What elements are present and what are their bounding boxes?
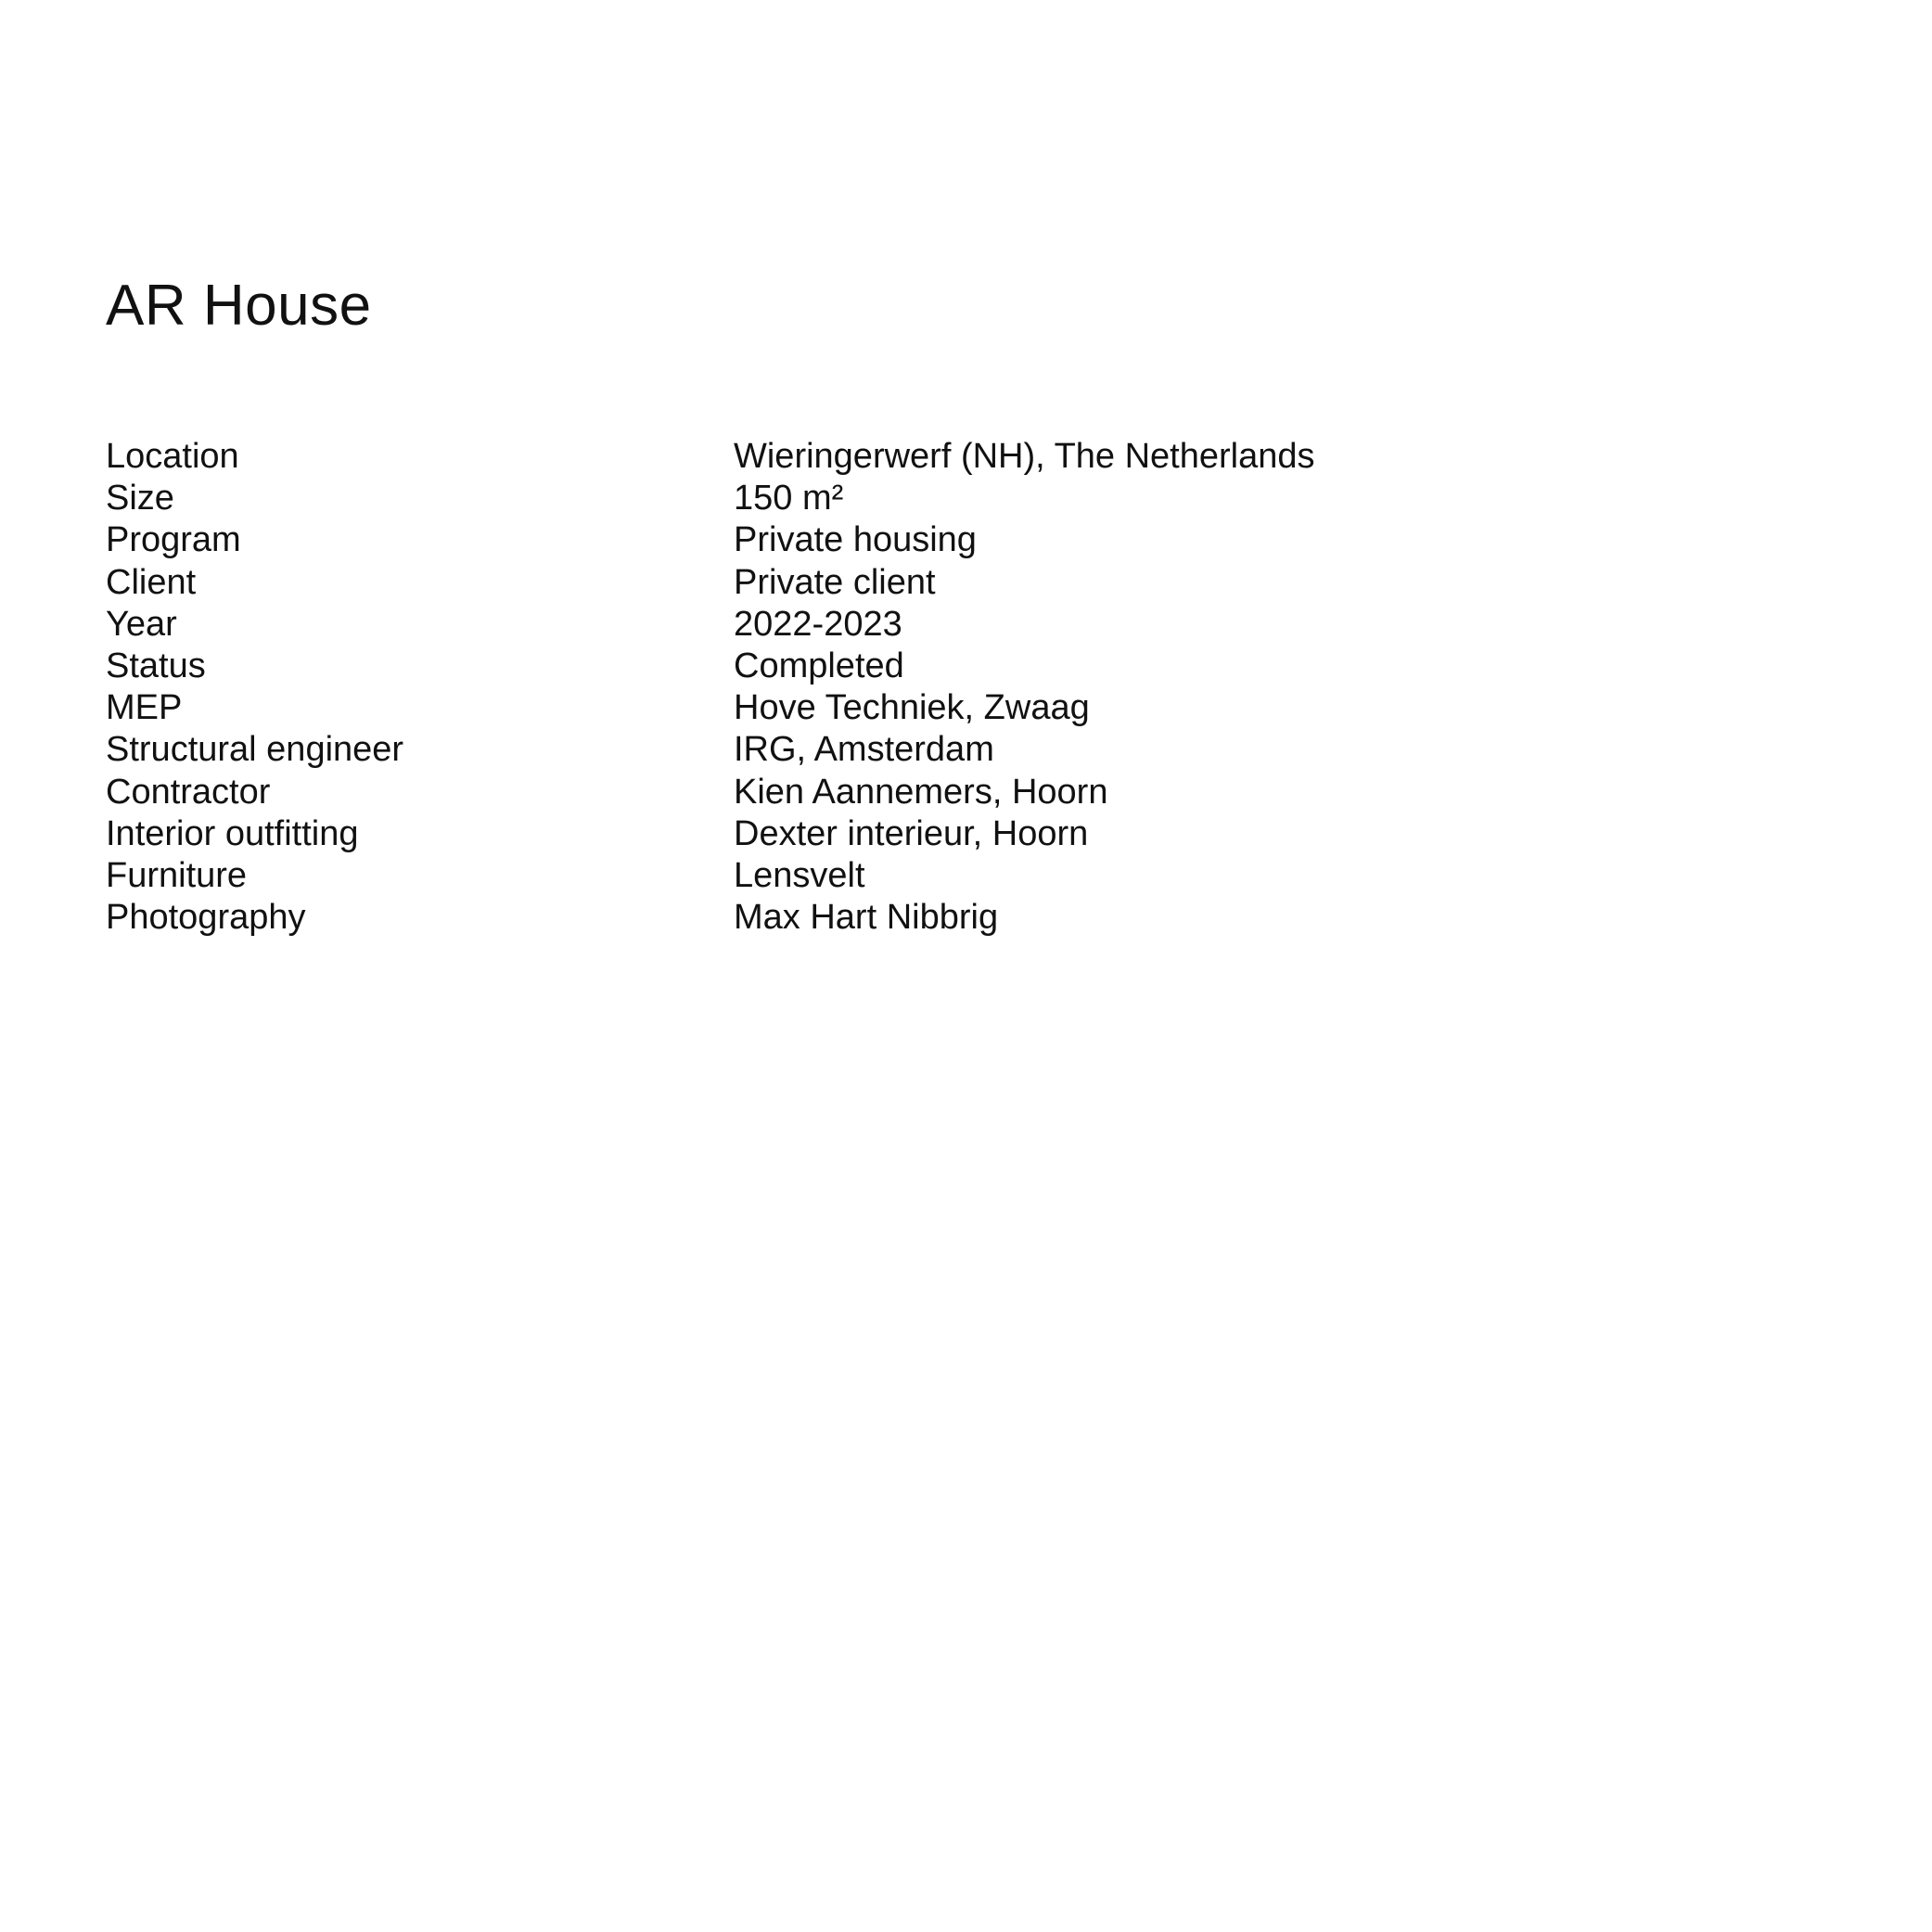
spec-row-photography	[106, 897, 1315, 939]
spec-value: IRG, Amsterdam	[734, 730, 994, 770]
spec-label: Interior outfitting	[106, 813, 359, 853]
spec-value: 2022-2023	[734, 604, 902, 644]
spec-label: MEP	[106, 688, 183, 728]
spec-value: Private client	[734, 562, 936, 602]
spec-row-contractor	[106, 772, 1315, 813]
project-specs-list	[106, 436, 1315, 939]
spec-label: Location	[106, 437, 239, 477]
spec-value: Max Hart Nibbrig	[734, 898, 999, 938]
spec-row-mep	[106, 687, 1315, 729]
spec-label: Size	[106, 479, 174, 518]
spec-label: Status	[106, 646, 206, 686]
spec-value: Private housing	[734, 520, 977, 560]
spec-row-program	[106, 519, 1315, 561]
spec-row-location	[106, 436, 1315, 478]
spec-label: Contractor	[106, 772, 271, 812]
spec-label: Furniture	[106, 855, 248, 895]
spec-row-size	[106, 478, 1315, 519]
spec-row-status	[106, 646, 1315, 687]
spec-value: Hove Techniek, Zwaag	[734, 688, 1090, 728]
spec-row-interior-outfitting	[106, 813, 1315, 855]
spec-row-structural-engineer	[106, 729, 1315, 771]
spec-value: Completed	[734, 646, 904, 686]
spec-label: Structural engineer	[106, 730, 404, 770]
spec-value: 150 m²	[734, 479, 844, 518]
spec-row-year	[106, 604, 1315, 646]
spec-value: Wieringerwerf (NH), The Netherlands	[734, 437, 1315, 477]
spec-value: Kien Aannemers, Hoorn	[734, 772, 1108, 812]
spec-value: Dexter interieur, Hoorn	[734, 813, 1089, 853]
spec-label: Photography	[106, 898, 306, 938]
spec-row-client	[106, 562, 1315, 604]
spec-value: Lensvelt	[734, 855, 865, 895]
spec-row-furniture	[106, 855, 1315, 897]
spec-label: Year	[106, 604, 177, 644]
page-title: AR House	[106, 274, 372, 338]
spec-label: Client	[106, 562, 197, 602]
spec-label: Program	[106, 520, 241, 560]
